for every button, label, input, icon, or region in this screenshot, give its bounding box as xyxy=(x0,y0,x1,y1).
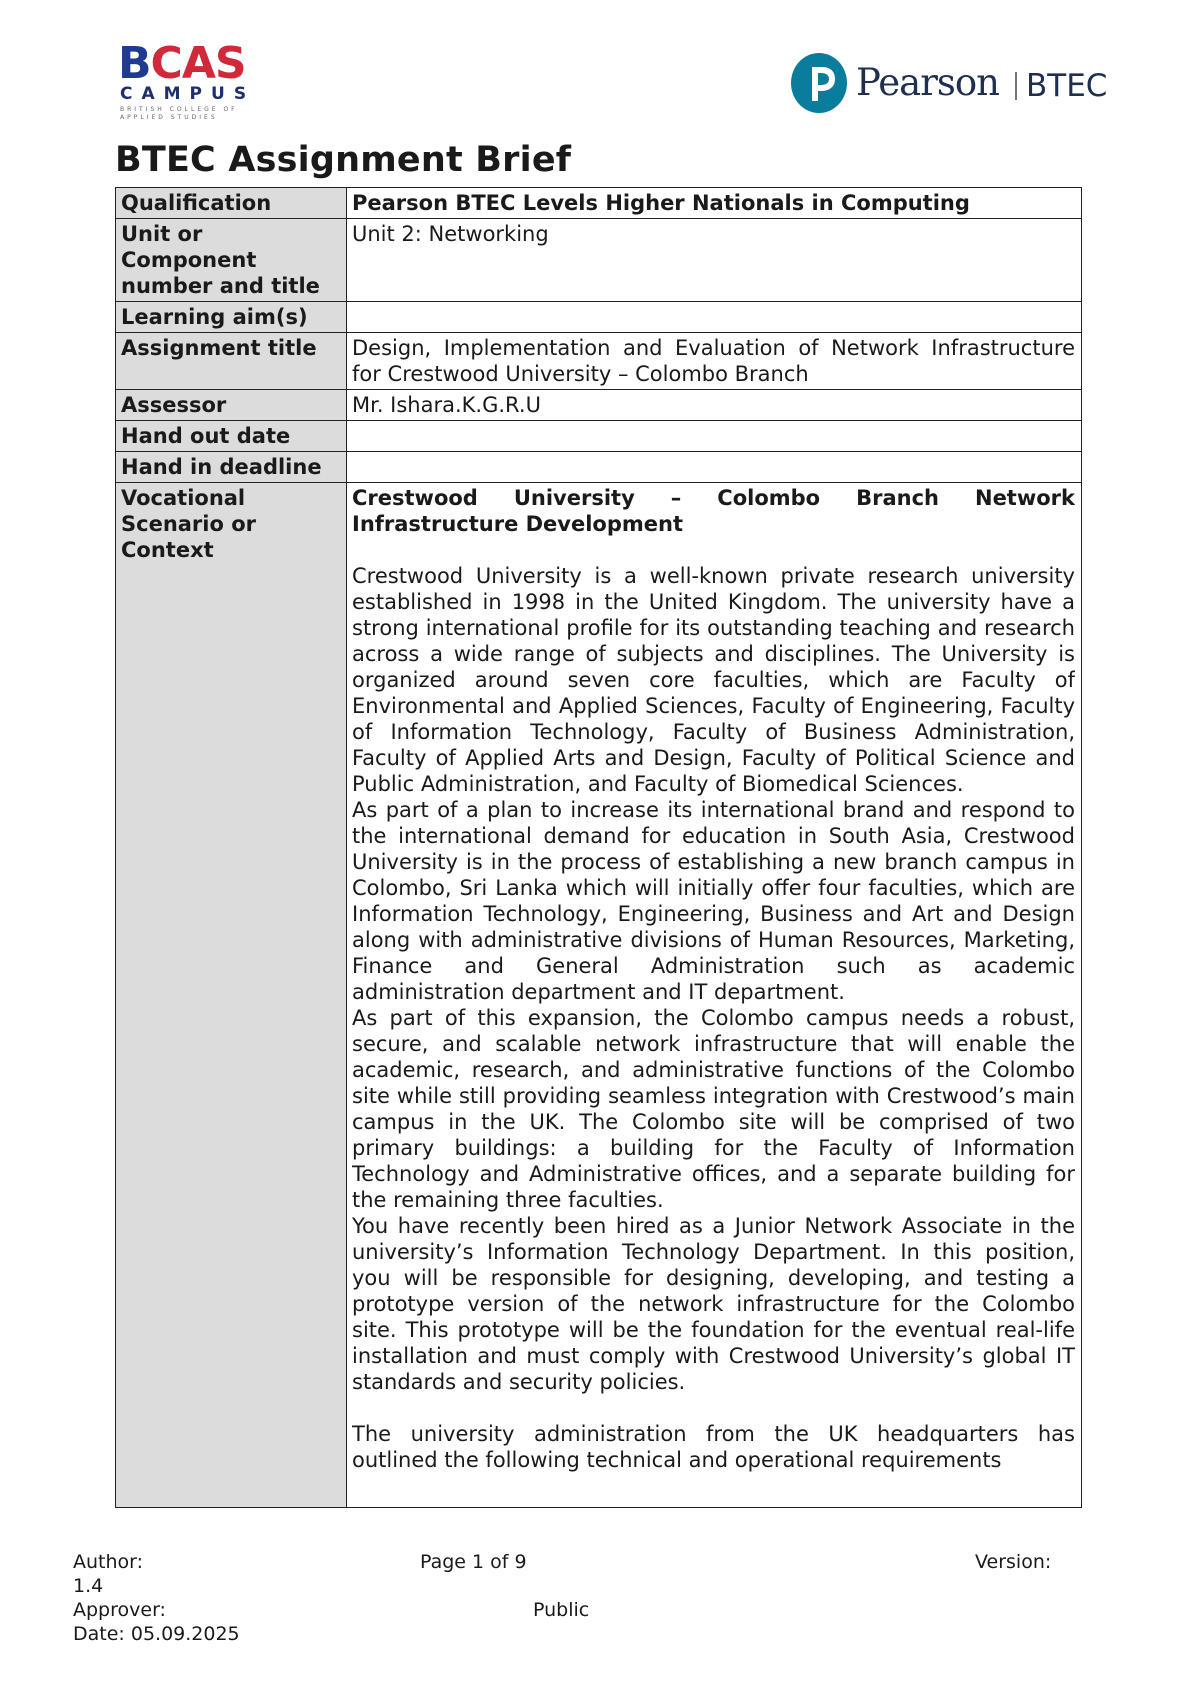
bcas-campus-logo xyxy=(118,38,268,122)
assignment-brief-table xyxy=(115,187,1082,1508)
pearson-wordmark: Pearson xyxy=(856,61,999,104)
unit-label: Unit or Component number and title xyxy=(116,219,347,302)
qualification-label: Qualification xyxy=(116,188,347,219)
footer-approver: Approver: xyxy=(73,1599,166,1621)
row-learning-aims xyxy=(116,302,1082,333)
scenario-continued: The university administration from the UK headquarters has outlined the following technical and operational requirements xyxy=(352,1422,1075,1472)
hand-in-value xyxy=(347,452,1082,483)
pearson-p-icon xyxy=(790,52,848,114)
qualification-value: Pearson BTEC Levels Higher Nationals in Computing xyxy=(347,188,1082,219)
scenario-paragraph: You have recently been hired as a Junior Network Associate in the university’s Information Technology Department. In this position, you will be responsible for designing, developing, and testing a prototype version of the network infrastructure for the Colombo site. This prototype will be the foundation for the eventual real-life installation and must comply with Crestwood University’s global IT standards and security policies. xyxy=(352,1214,1075,1394)
bcas-logo-c: C xyxy=(150,38,182,89)
bcas-logo-subtitle: BRITISH COLLEGE OF APPLIED STUDIES xyxy=(120,106,238,121)
scenario-content xyxy=(352,485,1075,1503)
scenario-label: Vocational Scenario or Context xyxy=(116,483,347,1508)
unit-value: Unit 2: Networking xyxy=(347,219,1082,302)
row-unit xyxy=(116,219,1082,302)
logo-divider xyxy=(1015,72,1017,100)
bcas-logo-campus: CAMPUS xyxy=(120,84,256,104)
page-title: BTEC Assignment Brief xyxy=(115,140,572,180)
btec-wordmark: BTEC xyxy=(1026,68,1108,104)
scenario-heading: Crestwood University – Colombo Branch Network Infrastructure Development xyxy=(352,486,1075,536)
row-hand-in xyxy=(116,452,1082,483)
row-assignment-title xyxy=(116,333,1082,390)
row-hand-out xyxy=(116,421,1082,452)
hand-out-value xyxy=(347,421,1082,452)
learning-aims-value xyxy=(347,302,1082,333)
assignment-title-label: Assignment title xyxy=(116,333,347,390)
row-qualification xyxy=(116,188,1082,219)
bcas-logo-as: AS xyxy=(181,38,246,89)
scenario-paragraph: As part of a plan to increase its international brand and respond to the international demand for education in South Asia, Crestwood University is in the process of establishing a new branch campus in Colombo, Sri Lanka which will initially offer four faculties, which are Information Technology, Engineering, Business and Art and Design along with administrative divisions of Human Resources, Marketing, Finance and General Administration such as academic administration department and IT department. xyxy=(352,798,1075,1004)
scenario-paragraph: As part of this expansion, the Colombo campus needs a robust, secure, and scalable network infrastructure that will enable the academic, research, and administrative functions of the Colombo site while still providing seamless integration with Crestwood’s main campus in the UK. The Colombo site will be comprised of two primary buildings: a building for the Faculty of Information Technology and Administrative offices, and a separate building for the remaining three faculties. xyxy=(352,1006,1075,1212)
assessor-value: Mr. Ishara.K.G.R.U xyxy=(347,390,1082,421)
scenario-cell xyxy=(347,483,1082,1508)
footer-author: Author: xyxy=(73,1551,144,1573)
hand-out-label: Hand out date xyxy=(116,421,347,452)
hand-in-label: Hand in deadline xyxy=(116,452,347,483)
pearson-btec-logo xyxy=(790,52,1110,116)
footer-page-number: Page 1 of 9 xyxy=(420,1551,527,1573)
footer-version-label: Version: xyxy=(975,1551,1052,1573)
row-assessor xyxy=(116,390,1082,421)
assessor-label: Assessor xyxy=(116,390,347,421)
footer-classification: Public xyxy=(533,1599,590,1621)
row-scenario xyxy=(116,483,1082,1508)
footer-date: Date: 05.09.2025 xyxy=(73,1623,240,1645)
assignment-title-value: Design, Implementation and Evaluation of Network Infrastructure for Crestwood University – Colombo Branch xyxy=(347,333,1082,390)
scenario-paragraph: Crestwood University is a well-known private research university established in 1998 in the United Kingdom. The university have a strong international profile for its outstanding teaching and research across a wide range of subjects and disciplines. The University is organized around seven core faculties, which are Faculty of Environmental and Applied Sciences, Faculty of Engineering, Faculty of Information Technology, Faculty of Business Administration, Faculty of Applied Arts and Design, Faculty of Political Science and Public Administration, and Faculty of Biomedical Sciences. xyxy=(352,564,1075,796)
footer-version-value: 1.4 xyxy=(73,1575,104,1597)
bcas-logo-b: B xyxy=(118,38,151,89)
learning-aims-label: Learning aim(s) xyxy=(116,302,347,333)
